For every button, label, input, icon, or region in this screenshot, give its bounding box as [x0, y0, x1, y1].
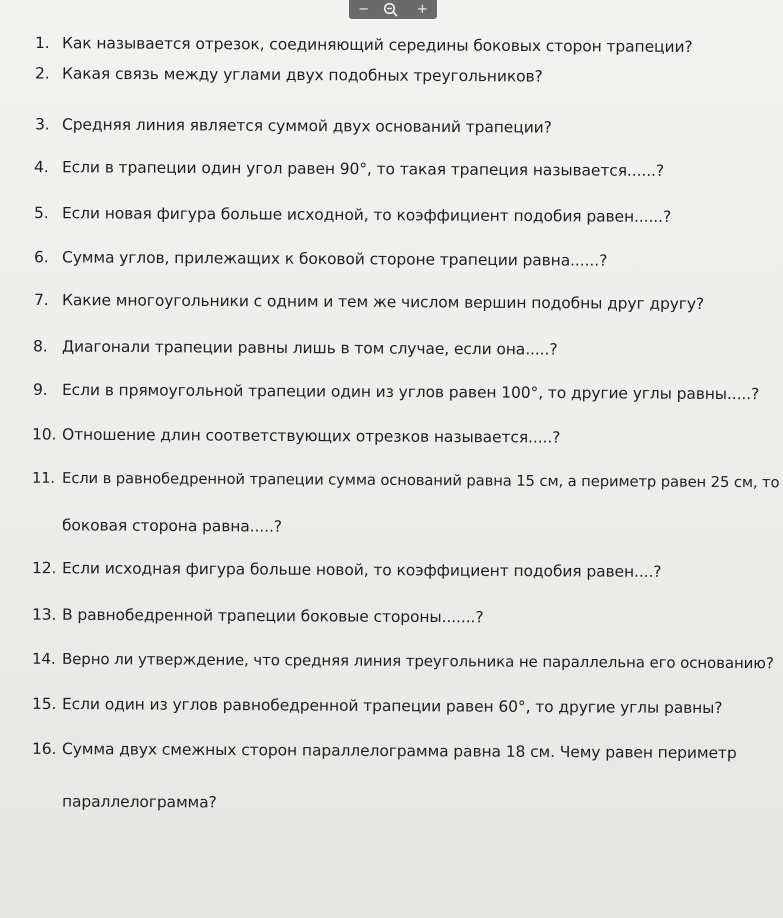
question-number: 12. [31, 559, 57, 578]
question-text: Если один из углов равнобедренной трапеции равен 60°, то другие углы равны? [61, 695, 723, 718]
question-item [35, 115, 552, 136]
question-continuation: параллелограмма? [61, 792, 217, 812]
question-item [35, 34, 693, 56]
question-item [34, 248, 607, 270]
question-number: 7. [33, 290, 49, 310]
magnifier-minus-icon[interactable] [383, 2, 403, 17]
question-number: 5. [33, 204, 49, 223]
question-number: 15. [31, 694, 57, 714]
question-number: 3. [34, 115, 50, 134]
question-continuation: боковая сторона равна.....? [61, 516, 283, 536]
question-number: 13. [31, 605, 57, 624]
question-text: Диагонали трапеции равны лишь в том случае, если она.....? [61, 337, 558, 359]
question-item [32, 740, 737, 762]
question-number: 6. [33, 248, 49, 267]
question-item [33, 337, 558, 358]
question-text: В равнобедренной трапеции боковые стороны.......? [61, 605, 484, 627]
zoom-toolbar [349, 0, 437, 19]
question-item [32, 606, 484, 627]
question-text: Как называется отрезок, соединяющий середины боковых сторон трапеции? [61, 34, 693, 57]
question-text: Отношение длин соответствующих отрезков называется.....? [61, 425, 561, 447]
question-item [32, 425, 560, 446]
question-item [34, 158, 664, 180]
question-item [34, 291, 704, 313]
question-number: 2. [34, 64, 50, 83]
question-text: Если в равнобедренной трапеции сумма оснований равна 15 см, а периметр равен 25 см, то [61, 469, 780, 492]
question-item [32, 559, 662, 581]
question-text: Если в прямоугольной трапеции один из углов равен 100°, то другие углы равны.....? [61, 380, 760, 404]
question-item [34, 204, 671, 226]
question-number: 14. [31, 649, 56, 668]
question-number: 4. [33, 158, 49, 177]
question-number: 10. [31, 425, 57, 444]
zoom-in-button[interactable]: + [416, 2, 428, 17]
question-item [32, 470, 780, 492]
question-item [32, 650, 774, 673]
question-text: Если исходная фигура больше новой, то коэффициент подобия равен....? [61, 559, 662, 581]
question-text: Если новая фигура больше исходной, то коэффициент подобия равен......? [61, 204, 672, 226]
zoom-out-button[interactable]: − [358, 2, 370, 17]
question-number: 11. [31, 469, 56, 487]
question-item [33, 381, 759, 403]
question-number: 16. [31, 739, 57, 758]
question-text: Какая связь между углами двух подобных треугольников? [61, 64, 543, 86]
question-text: Сумма углов, прилежащих к боковой стороне трапеции равна......? [61, 248, 608, 270]
question-text: Верно ли утверждение, что средняя линия треугольника не параллельна его основанию? [61, 649, 774, 673]
question-number: 1. [34, 33, 50, 53]
question-text: Сумма двух смежных сторон параллелограмма равна 18 см. Чему равен периметр [61, 740, 737, 763]
question-item [35, 64, 543, 85]
question-text: Если в трапеции один угол равен 90°, то такая трапеция называется......? [61, 158, 665, 180]
question-number: 8. [32, 337, 48, 356]
question-number: 9. [32, 380, 48, 399]
question-text: Какие многоугольники с одним и тем же числом вершин подобны друг другу? [61, 291, 705, 314]
question-item [32, 695, 723, 717]
question-text: Средняя линия является суммой двух оснований трапеции? [61, 115, 552, 137]
